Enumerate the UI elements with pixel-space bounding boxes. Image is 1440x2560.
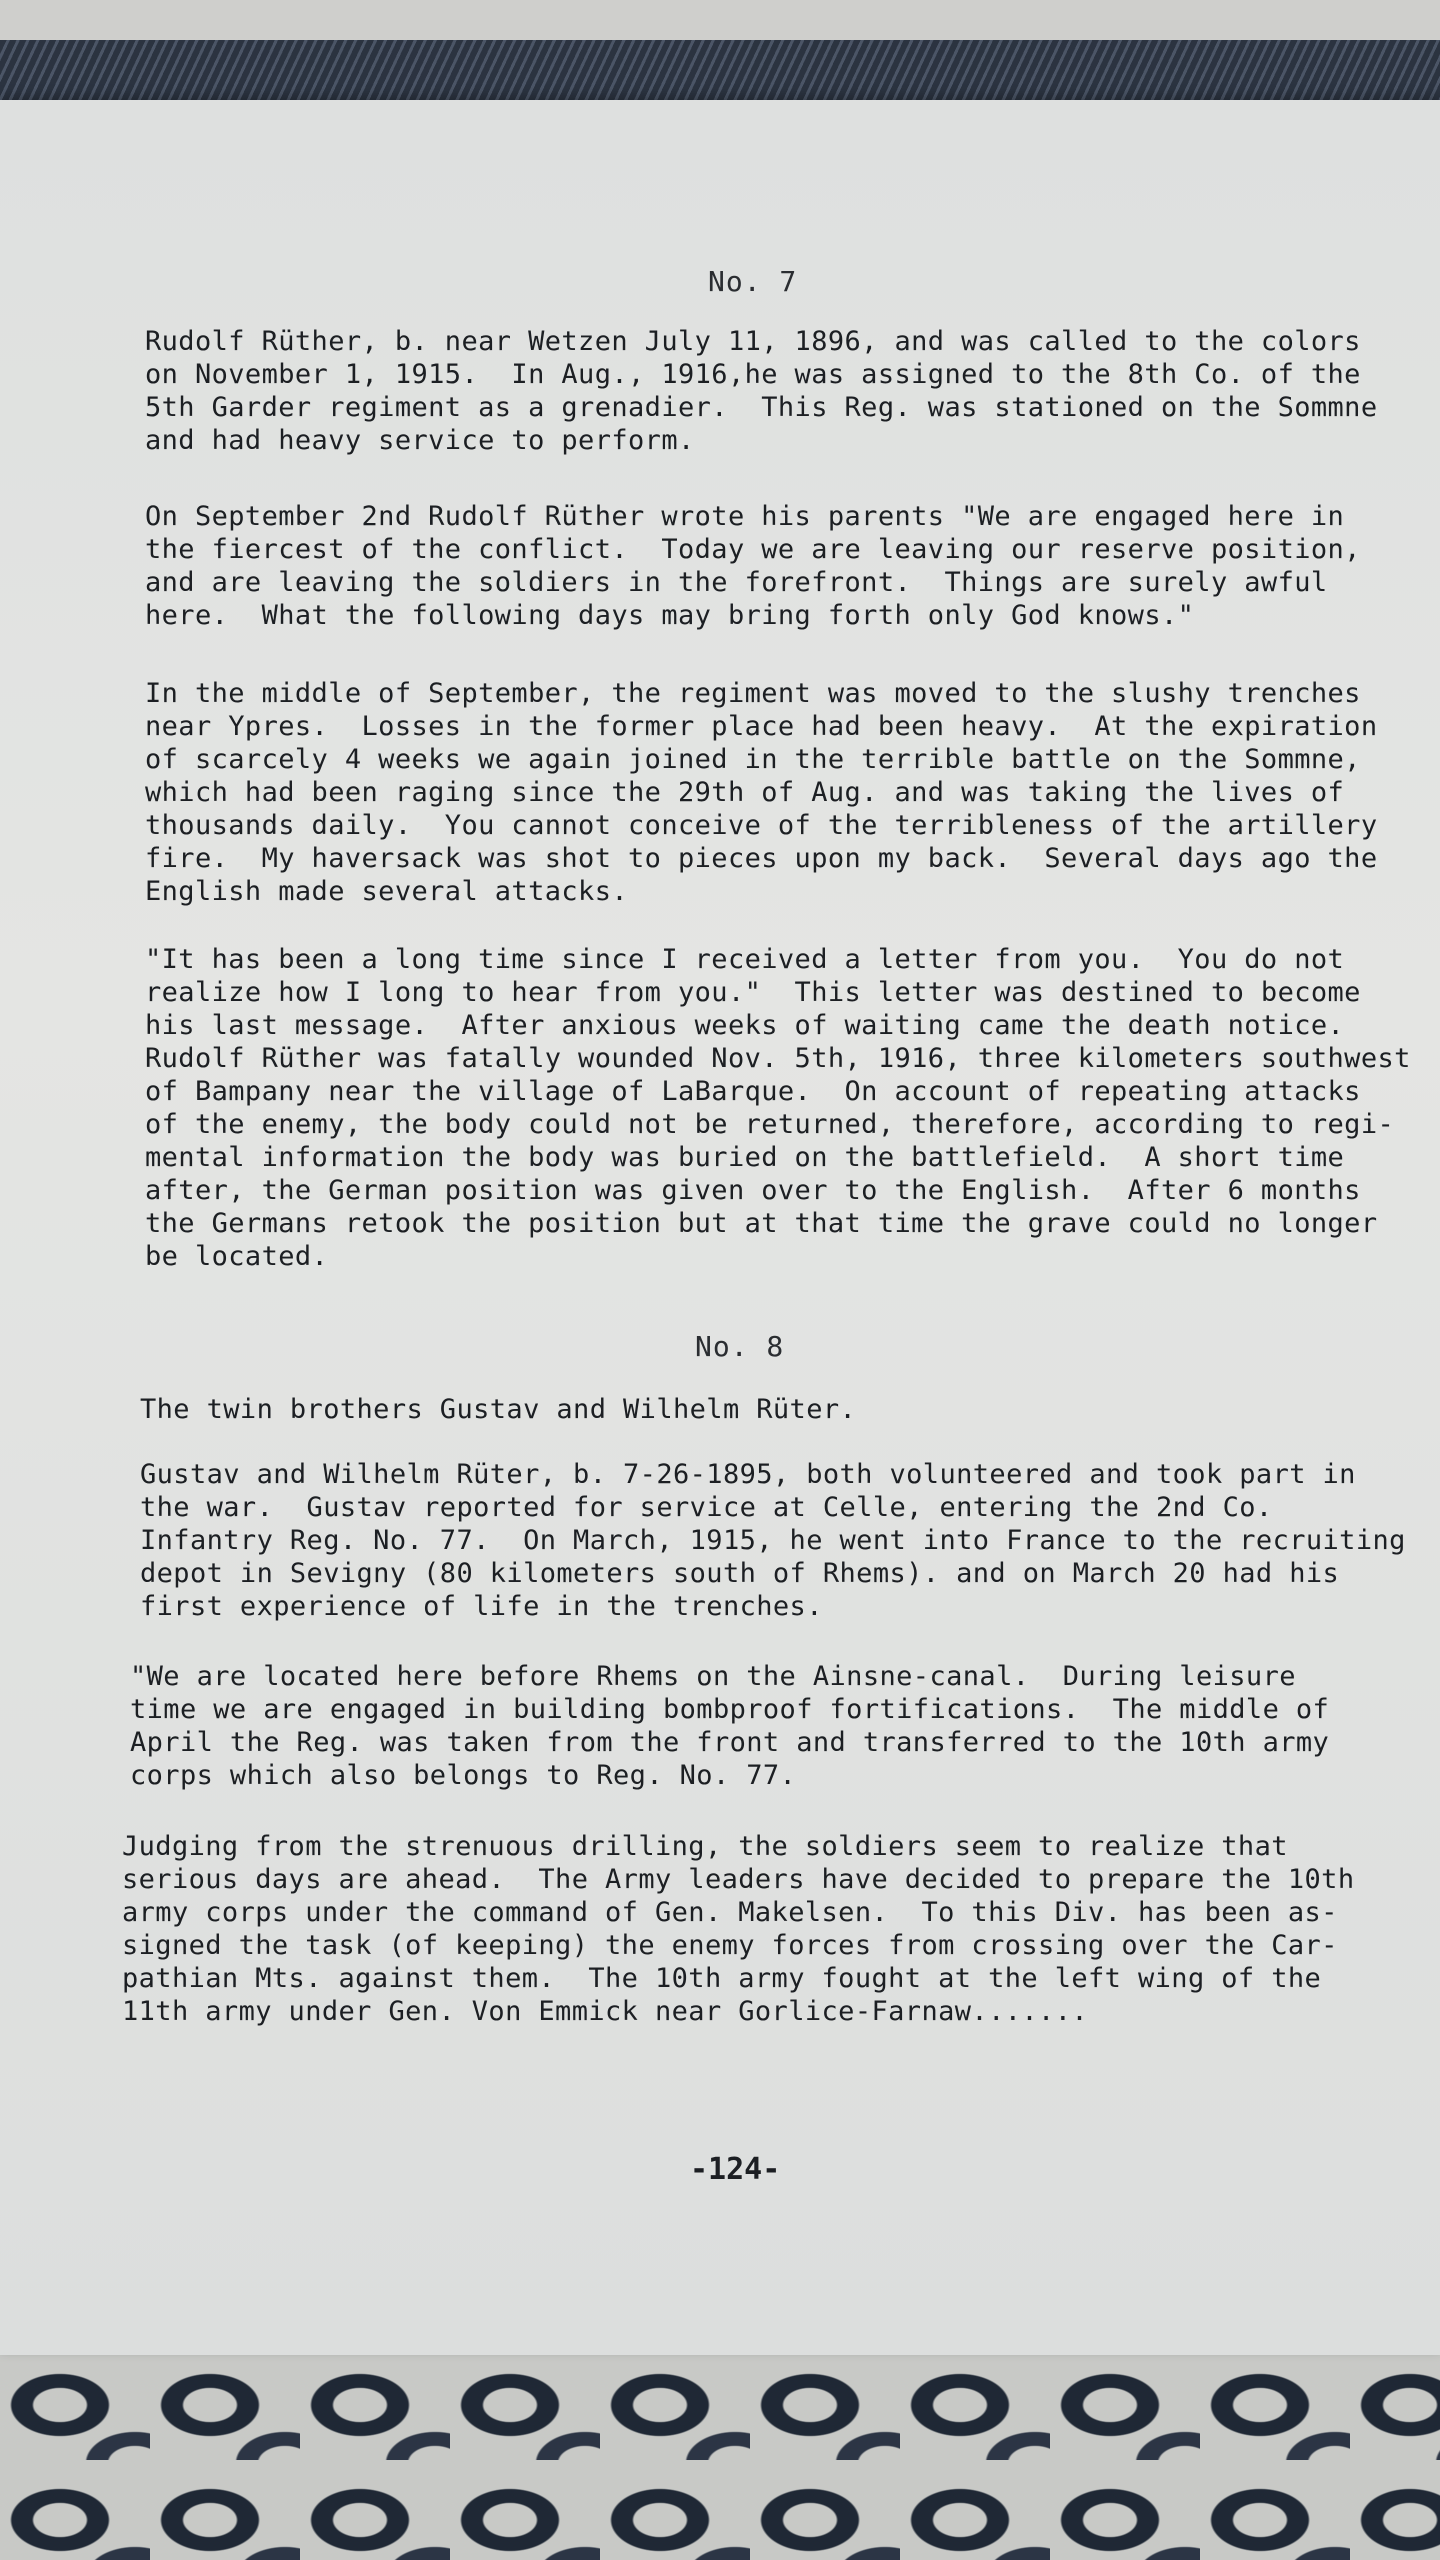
paragraph-ruther-intro: Rudolf Rüther, b. near Wetzen July 11, 1896, and was called to the colors on November 1, 1915. In Aug., 1916,he was assigned to the 8th Co. of the 5th Garder regiment as a grenadier. This Reg. was stationed on the Sommne and had heavy service to perform. bbox=[145, 326, 1378, 456]
paragraph-ruther-letter: On September 2nd Rudolf Rüther wrote his parents "We are engaged here in the fiercest of the conflict. Today we are leaving our reserve position, and are leaving the soldiers in the forefront. Things are surely awful here. What the following days may bring forth only God knows." bbox=[145, 501, 1361, 631]
paragraph-twin-brothers-title: The twin brothers Gustav and Wilhelm Rüter. bbox=[140, 1394, 857, 1425]
paragraph-twin-brothers-bio: Gustav and Wilhelm Rüter, b. 7-26-1895, both volunteered and took part in the war. Gustav reported for service at Celle, entering the 2nd Co. Infantry Reg. No. 77. On March, 1915, he went into France to the recruiting depot in Sevigny (80 kilometers south of Rhems). and on March 20 had his first experience of life in the trenches. bbox=[140, 1459, 1406, 1622]
paragraph-ruther-ypres: In the middle of September, the regiment was moved to the slushy trenches near Ypres. Losses in the former place had been heavy. At the expiration of scarcely 4 weeks we again joined in the terrible battle on the Sommne, which had been raging since the 29th of Aug. and was taking the lives of thousands daily. You cannot conceive of the terribleness of the artillery fire. My haversack was shot to pieces upon my back. Several days ago the English made several attacks. bbox=[145, 678, 1378, 907]
paragraph-carpathian: Judging from the strenuous drilling, the soldiers seem to realize that serious days are ahead. The Army leaders have decided to prepare the 10th army corps under the command of Gen. Makelsen. To this Div. has been as- signed the task (of keeping) the enemy forces from crossing over the Car- pathian Mts. against them. The 10th army fought at the left wing of the 11th army under Gen. Von Emmick near Gorlice-Farnaw....... bbox=[122, 1831, 1355, 2027]
section-heading-no-8: No. 8 bbox=[695, 1330, 785, 1363]
paragraph-rhems-letter: "We are located here before Rhems on the Ainsne-canal. During leisure time we are engaged in building bombproof fortifications. The middle of April the Reg. was taken from the front and transferred to the 10th army corps which also belongs to Reg. No. 77. bbox=[130, 1661, 1330, 1791]
page-number: -124- bbox=[690, 2152, 781, 2187]
rug-border-bottom bbox=[0, 2345, 1440, 2560]
paragraph-ruther-death: "It has been a long time since I received a letter from you. You do not realize how I long to hear from you." This letter was destined to become his last message. After anxious weeks of waiting came the death notice. Rudolf Rüther was fatally wounded Nov. 5th, 1916, three kilometers southwest of Bampany near the village of LaBarque. On account of repeating attacks of the enemy, the body could not be returned, therefore, according to regi- mental information the body was buried on the battlefield. A short time after, the German position was given over to the English. After 6 months the Germans retook the position but at that time the grave could no longer be located. bbox=[145, 944, 1411, 1272]
section-heading-no-7: No. 7 bbox=[708, 265, 798, 298]
document-page bbox=[0, 100, 1440, 2355]
